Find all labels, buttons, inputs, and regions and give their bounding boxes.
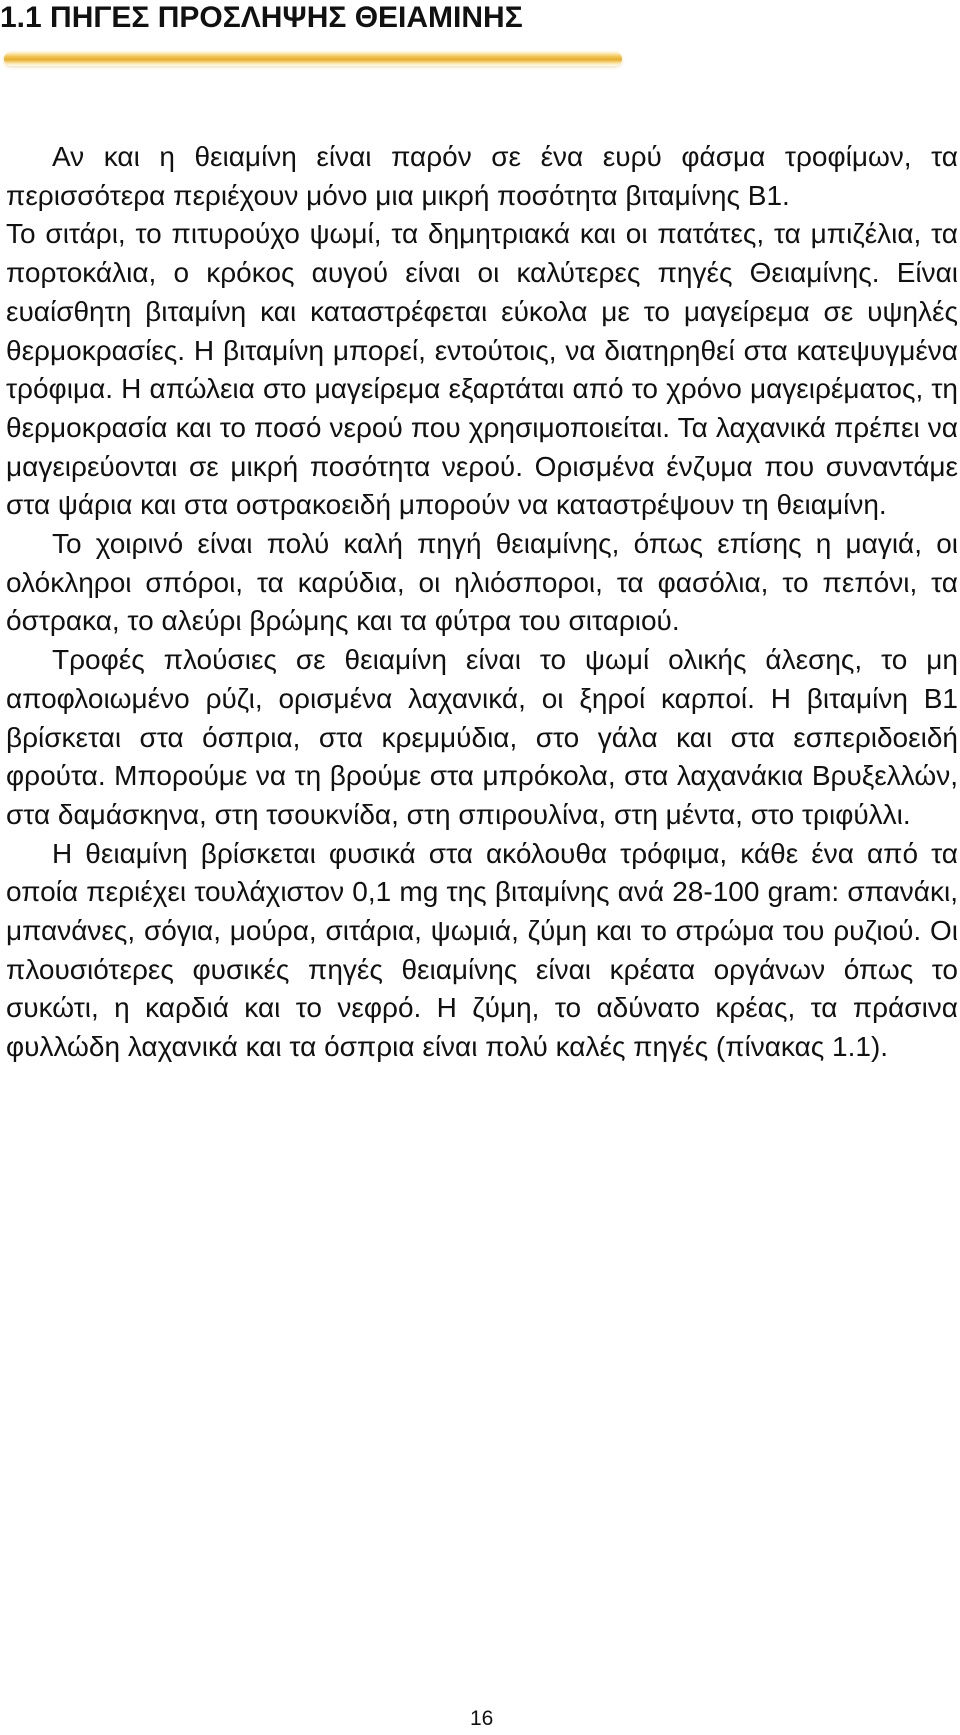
paragraph-intro: Αν και η θειαμίνη είναι παρόν σε ένα ευρύ φάσμα τροφίμων, τα περισσότερα περιέχουν μόνο μια μικρή ποσότητα βιταμίνης Β1. bbox=[6, 141, 958, 211]
paragraph-rich-foods: Τροφές πλούσιες σε θειαμίνη είναι το ψωμί ολικής άλεσης, το μη αποφλοιωμένο ρύζι, ορισμένα λαχανικά, οι ξηροί καρποί. Η βιταμίνη Β1 βρίσκεται στα όσπρια, στα κρεμμύδια, στο γάλα και στα εσπεριδοειδή φρούτα. Μπορούμε να τη βρούμε στα μπρόκολα, στα λαχανάκια Βρυξελλών, στα δαμάσκηνα, στη τσουκνίδα, στη σπιρουλίνα, στη μέντα, στο τριφύλλι. bbox=[6, 644, 958, 830]
page-number: 16 bbox=[470, 1707, 494, 1730]
section-heading: 1.1 ΠΗΓΕΣ ΠΡΟΣΛΗΨΗΣ ΘΕΙΑΜΙΝΗΣ bbox=[0, 1, 523, 34]
paragraph-sources: Το σιτάρι, το πιτυρούχο ψωμί, τα δημητριακά και οι πατάτες, τα μπιζέλια, τα πορτοκάλια, ο κρόκος αυγού είναι οι καλύτερες πηγές Θειαμίνης. Είναι ευαίσθητη βιταμίνη και καταστρέφεται εύκολα με το μαγείρεμα σε υψηλές θερμοκρασίες. Η βιταμίνη μπορεί, εντούτοις, να διατηρηθεί στα κατεψυγμένα τρόφιμα. Η απώλεια στο μαγείρεμα εξαρτάται από το χρόνο μαγειρέματος, τη θερμοκρασία και το ποσό νερού που χρησιμοποιείται. Τα λαχανικά πρέπει να μαγειρεύονται σε μικρή ποσότητα νερού. Ορισμένα ένζυμα που συναντάμε στα ψάρια και στα οστρακοειδή μπορούν να καταστρέψουν τη θειαμίνη. bbox=[6, 218, 958, 521]
body-text bbox=[6, 138, 958, 1067]
paragraph-pork: Το χοιρινό είναι πολύ καλή πηγή θειαμίνης, όπως επίσης η μαγιά, οι ολόκληροι σπόροι, τα καρύδια, οι ηλιόσποροι, τα φασόλια, το πεπόνι, τα όστρακα, το αλεύρι βρώμης και τα φύτρα του σιταριού. bbox=[6, 528, 958, 637]
paragraph-natural-sources: Η θειαμίνη βρίσκεται φυσικά στα ακόλουθα τρόφιμα, κάθε ένα από τα οποία περιέχει τουλάχιστον 0,1 mg της βιταμίνης ανά 28-100 gram: σπανάκι, μπανάνες, σόγια, μούρα, σιτάρια, ψωμιά, ζύμη και το στρώμα του ρυζιού. Οι πλουσιότερες φυσικές πηγές θειαμίνης είναι κρέατα οργάνων όπως το συκώτι, η καρδιά και το νεφρό. Η ζύμη, το αδύνατο κρέας, τα πράσινα φυλλώδη λαχανικά και τα όσπρια είναι πολύ καλές πηγές (πίνακας 1.1). bbox=[6, 837, 958, 1063]
heading-underline-decoration bbox=[4, 52, 622, 66]
